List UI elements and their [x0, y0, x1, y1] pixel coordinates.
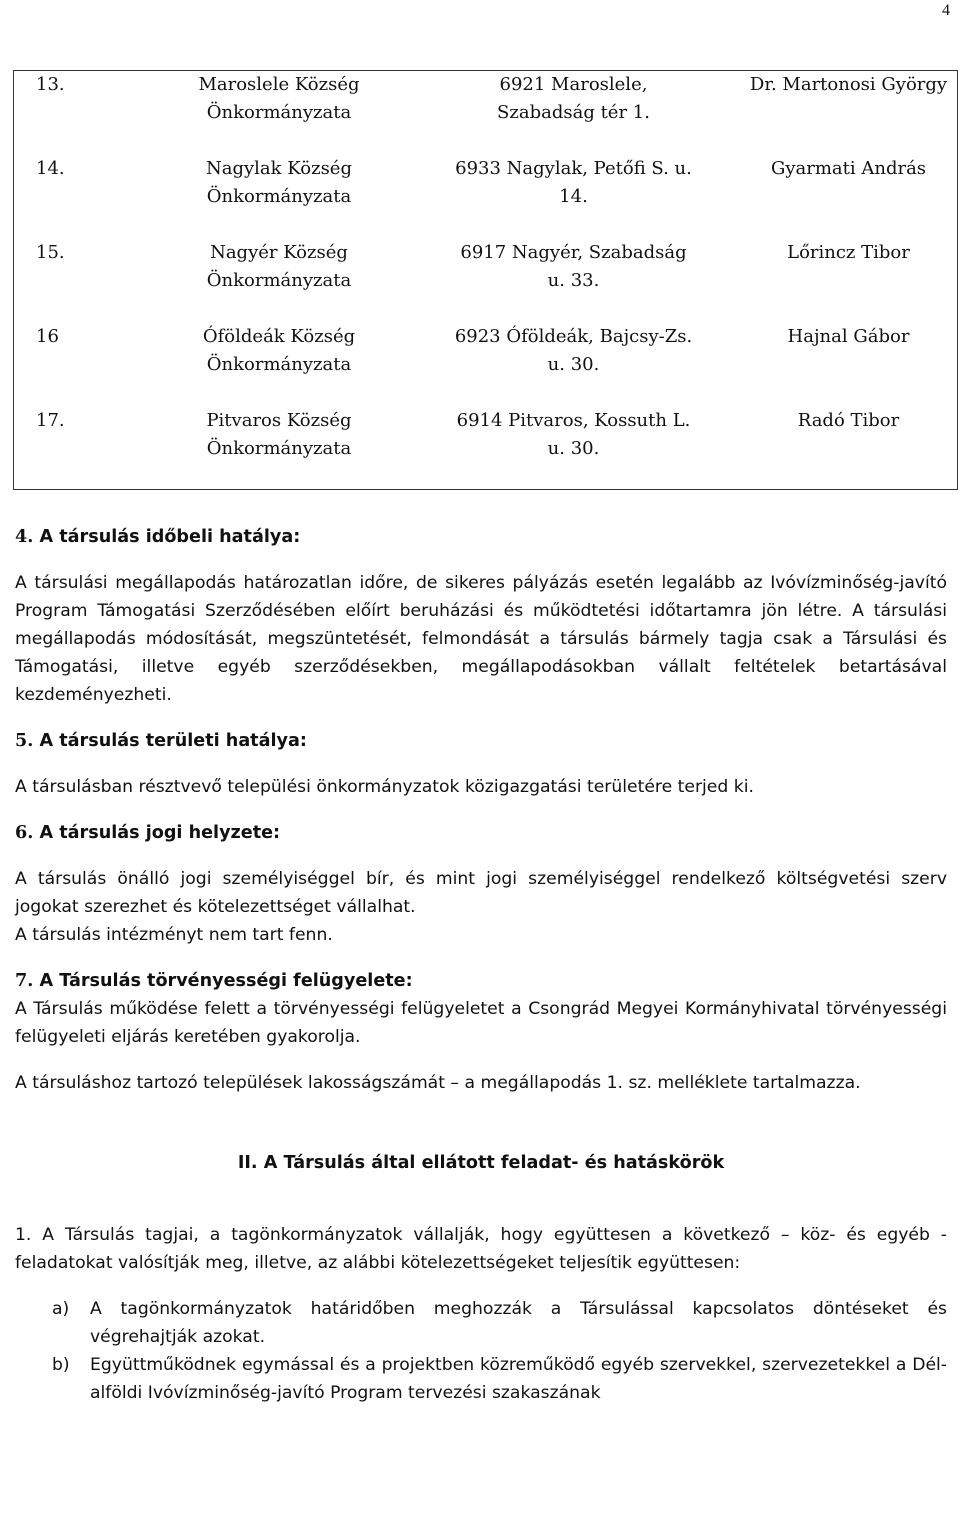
mayor-name: Lőrincz Tibor: [787, 242, 910, 263]
mayor-name: Radó Tibor: [797, 410, 900, 431]
section-title: A társulás időbeli hatálya:: [39, 527, 301, 547]
name-line: Önkormányzata: [206, 270, 352, 291]
table-row: [14, 127, 958, 211]
name-line: Önkormányzata: [206, 438, 352, 459]
municipality-address: [395, 295, 740, 379]
section-7-body: A Társulás működése felett a törvényességi felügyeletet a Csongrád Megyei Kormányhivatal törvényességi felügyeleti eljárás keretében gyakorolja.: [15, 999, 947, 1047]
list-item-text: Együttműködnek egymással és a projektben közreműködő egyéb szervekkel, szervezetekkel a Dél-alföldi Ivóvízminőség-javító Program tervezési szakaszának: [90, 1355, 947, 1403]
address-line: 14.: [559, 186, 588, 207]
municipality-name: [163, 71, 395, 128]
address-line: 6917 Nagyér, Szabadság: [460, 242, 687, 263]
member-municipalities-table: [13, 70, 958, 490]
municipality-address: [395, 127, 740, 211]
address-line: u. 33.: [547, 270, 600, 291]
section-5-heading: [15, 727, 947, 755]
list-item: [15, 1295, 947, 1351]
mayor-name: Dr. Martonosi György: [749, 74, 948, 95]
name-line: Önkormányzata: [206, 354, 352, 375]
address-line: 6923 Óföldeák, Bajcsy-Zs.: [454, 326, 693, 347]
municipality-address: [395, 379, 740, 490]
section-6-heading: [15, 819, 947, 847]
row-number: 17.: [36, 410, 65, 431]
section-7-note: A társuláshoz tartozó települések lakosságszámát – a megállapodás 1. sz. melléklete tartalmazza.: [15, 1073, 861, 1093]
name-line: Önkormányzata: [206, 102, 352, 123]
municipality-name: [163, 295, 395, 379]
name-line: Nagyér Község: [210, 242, 348, 263]
section-title: A társulás jogi helyzete:: [39, 823, 281, 843]
page-number: 4: [942, 2, 950, 19]
table-row: [14, 295, 958, 379]
section-4-body: A társulási megállapodás határozatlan időre, de sikeres pályázás esetén legalább az Ivóvízminőség-javító Program Támogatási Szerződésében előírt beruházási és működtetési időtartamra jön létre. A társulási megállapodás módosítását, megszüntetését, felmondását a társulás bármely tagja csak a Társulási és Támogatási, illetve egyéb szerződésekben, megállapodásokban vállalt feltételek betartásával kezdeményezheti.: [15, 573, 947, 705]
section-6-body: A társulás önálló jogi személyiséggel bír, és mint jogi személyiséggel rendelkező költségvetési szerv jogokat szerezhet és kötelezettséget vállalhat.: [15, 869, 947, 917]
name-line: Óföldeák Község: [202, 326, 356, 347]
section-7-heading: [15, 967, 947, 995]
name-line: Önkormányzata: [206, 186, 352, 207]
name-line: Nagylak Község: [206, 158, 352, 179]
municipality-address: [395, 211, 740, 295]
section-number: 5.: [15, 730, 34, 751]
list-marker: b): [52, 1355, 70, 1375]
municipality-name: [163, 127, 395, 211]
list-marker: a): [52, 1299, 70, 1319]
table-row: [14, 211, 958, 295]
section-title: A társulás területi hatálya:: [39, 731, 307, 751]
row-number: 13.: [36, 74, 65, 95]
section-4-heading: [15, 523, 947, 551]
table-row: [14, 379, 958, 490]
name-line: Pitvaros Község: [206, 410, 352, 431]
duties-list: [15, 1295, 947, 1407]
mayor-name: Hajnal Gábor: [787, 326, 910, 347]
part-2-intro: 1. A Társulás tagjai, a tagönkormányzatok vállalják, hogy együttesen a következő – köz- és egyéb - feladatokat valósítják meg, illetve, az alábbi kötelezettségeket teljesítik együttesen:: [15, 1225, 947, 1273]
address-line: u. 30.: [547, 354, 600, 375]
address-line: 6914 Pitvaros, Kossuth L.: [456, 410, 691, 431]
municipality-name: [163, 211, 395, 295]
mayor-name: Gyarmati András: [770, 158, 927, 179]
address-line: 6921 Maroslele,: [499, 74, 648, 95]
address-line: 6933 Nagylak, Petőfi S. u.: [455, 158, 692, 179]
row-number: 15.: [36, 242, 65, 263]
document-body: [15, 523, 947, 1407]
section-number: 6.: [15, 822, 34, 843]
row-number: 14.: [36, 158, 65, 179]
row-number: 16: [36, 326, 59, 347]
municipality-address: [395, 71, 740, 128]
section-title: A Társulás törvényességi felügyelete:: [39, 971, 413, 991]
section-number: 4.: [15, 526, 34, 547]
name-line: Maroslele Község: [198, 74, 360, 95]
section-number: 7.: [15, 970, 34, 991]
section-5-body: A társulásban résztvevő települési önkormányzatok közigazgatási területére terjed ki.: [15, 777, 754, 797]
table-row: [14, 71, 958, 128]
list-item: [15, 1351, 947, 1407]
section-6-body-2: A társulás intézményt nem tart fenn.: [15, 925, 333, 945]
address-line: Szabadság tér 1.: [497, 102, 650, 123]
municipality-name: [163, 379, 395, 490]
part-2-title: II. A Társulás által ellátott feladat- és hatáskörök: [237, 1153, 725, 1173]
address-line: u. 30.: [547, 438, 600, 459]
list-item-text: A tagönkormányzatok határidőben meghozzák a Társulással kapcsolatos döntéseket és végrehajtják azokat.: [90, 1299, 947, 1347]
